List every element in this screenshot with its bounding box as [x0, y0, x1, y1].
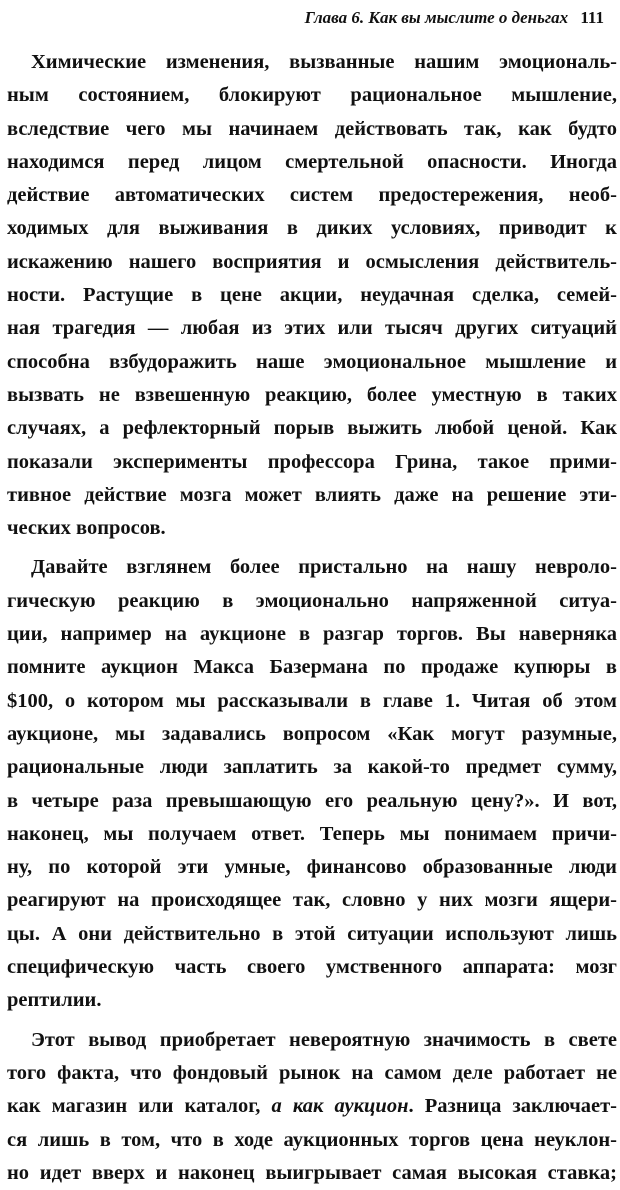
paragraph-2 — [7, 551, 617, 1017]
text-line — [7, 1090, 617, 1123]
text-line: ности. Растущие в цене акции, неудачная сделка, семей- — [7, 284, 617, 307]
text-line: аукционе, мы задавались вопросом «Как могут разумные, — [7, 722, 617, 745]
text-line: действие автоматических систем предостережения, необ- — [7, 184, 617, 207]
emphasis-text: а как аукцион — [271, 1095, 409, 1118]
text-run: как магазин или каталог, — [7, 1095, 272, 1118]
text-line: в четыре раза превышающую его реальную цену?». И вот, — [7, 789, 617, 812]
text-line: специфическую часть своего умственного аппарата: мозг — [7, 956, 617, 979]
text-line: случаях, а рефлекторный порыв выжить любой ценой. Как — [7, 417, 617, 440]
text-line: вызвать не взвешенную реакцию, более уместную в таких — [7, 383, 617, 406]
text-line: того факта, что фондовый рынок на самом деле работает не — [7, 1061, 617, 1084]
text-line: реагируют на происходящее так, словно у них мозги ящери- — [7, 889, 617, 912]
text-line: ческих вопросов. — [7, 517, 166, 540]
text-line: Химические изменения, вызванные нашим эмоциональ- — [31, 51, 617, 73]
text-line: наконец, мы получаем ответ. Теперь мы понимаем причи- — [7, 822, 617, 845]
text-line: помните аукцион Макса Базермана по продаже купюры в — [7, 656, 617, 679]
paragraph-1 — [7, 46, 617, 545]
text-line: гическую реакцию в эмоционально напряженной ситуа- — [7, 589, 617, 612]
text-line: вследствие чего мы начинаем действовать так, как будто — [7, 117, 617, 140]
text-line: рептилии. — [7, 989, 102, 1012]
text-line: но идет вверх и наконец выигрывает самая высокая ставка; — [7, 1161, 617, 1184]
text-line: ходимых для выживания в диких условиях, приводит к — [7, 217, 617, 240]
text-line: ну, по которой эти умные, финансово образованные люди — [7, 856, 617, 879]
text-line: способна взбудоражить наше эмоциональное мышление и — [7, 350, 617, 373]
text-line: ции, например на аукционе в разгар торгов. Вы наверняка — [7, 623, 617, 646]
text-line: $100, о котором мы рассказывали в главе 1. Читая об этом — [7, 689, 617, 712]
text-line: Этот вывод приобретает невероятную значимость в свете — [31, 1028, 617, 1051]
text-line: Давайте взглянем более пристально на нашу невроло- — [31, 556, 617, 579]
chapter-title: Глава 6. Как вы мыслите о деньгах — [304, 8, 569, 27]
text-line: ная трагедия — любая из этих или тысяч других ситуаций — [7, 317, 617, 340]
text-line: цы. А они действительно в этой ситуации используют лишь — [7, 922, 617, 945]
text-line: находимся перед лицом смертельной опасности. Иногда — [7, 150, 617, 173]
text-line: показали эксперименты профессора Грина, такое прими- — [7, 450, 617, 473]
page-number: 111 — [580, 8, 604, 27]
paragraph-3 — [7, 1024, 617, 1190]
text-run: . Разница заключает- — [408, 1095, 618, 1118]
text-line: ным состоянием, блокируют рациональное мышление, — [7, 84, 617, 107]
text-line: тивное действие мозга может влиять даже на решение эти- — [7, 483, 617, 506]
text-line: искажению нашего восприятия и осмысления действитель- — [7, 250, 617, 273]
running-header — [305, 8, 604, 28]
page-body — [7, 46, 617, 1190]
text-line: ся лишь в том, что в ходе аукционных торгов цена неуклон- — [7, 1128, 617, 1151]
text-line: рациональные люди заплатить за какой-то предмет сумму, — [7, 756, 617, 779]
